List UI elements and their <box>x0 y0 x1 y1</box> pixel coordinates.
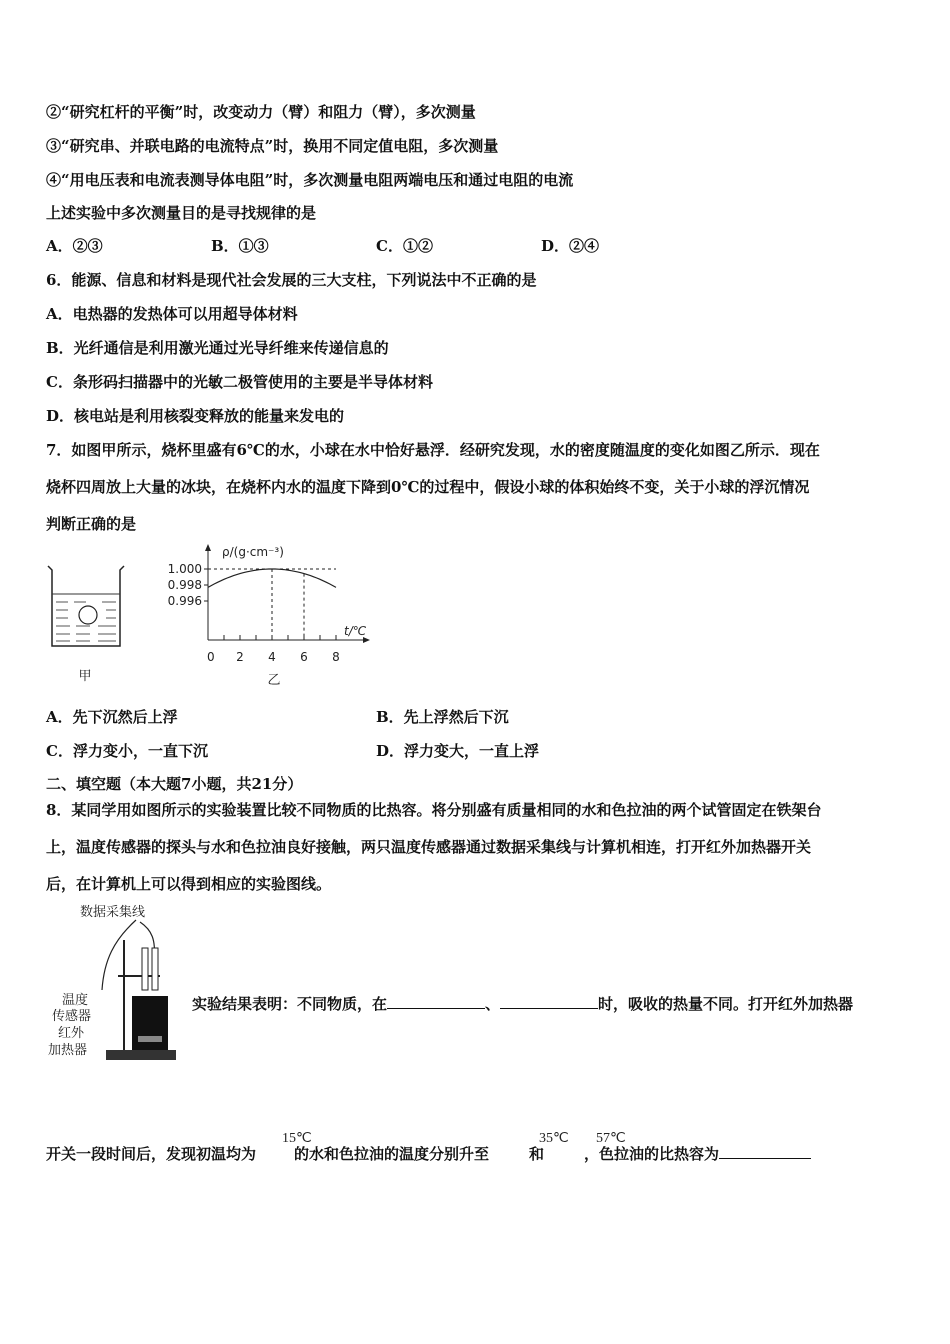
q5-option-d: D．②④ <box>541 237 600 255</box>
fig-jia-label: 甲 <box>78 669 92 684</box>
q8-blank-1[interactable] <box>387 994 485 1009</box>
q8-last-line <box>46 1144 811 1164</box>
x-axis-label: t/℃ <box>344 624 367 638</box>
section-2-heading: 二、填空题（本大题7小题，共21分） <box>46 775 303 793</box>
q6-option-c: C．条形码扫描器中的光敏二极管使用的主要是半导体材料 <box>46 373 433 391</box>
q6-option-a: A．电热器的发热体可以用超导体材料 <box>46 305 298 323</box>
oil-temp-value: 57℃ <box>596 1131 626 1146</box>
q7-option-b: B．先上浮然后下沉 <box>376 708 509 726</box>
x-tick-label: 4 <box>268 650 276 664</box>
q7-stem-line2: 烧杯四周放上大量的冰块，在烧杯内水的温度下降到0℃的过程中，假设小球的体积始终不变，关于小球的浮沉情况 <box>46 478 810 496</box>
q5-option-a: A．②③ <box>46 237 103 255</box>
q5-item-2: ②“研究杠杆的平衡”时，改变动力（臂）和阻力（臂），多次测量 <box>46 103 476 121</box>
x-tick-label: 8 <box>332 650 340 664</box>
test-tube-right <box>152 948 158 990</box>
test-tube-left <box>142 948 148 990</box>
q5-item-4: ④“用电压表和电流表测导体电阻”时，多次测量电阻两端电压和通过电阻的电流 <box>46 171 574 189</box>
q8-stem-line1: 8．某同学用如图所示的实验装置比较不同物质的比热容。将分别盛有质量相同的水和色拉油的两个试管固定在铁架台 <box>46 801 822 819</box>
label-heater-1: 红外 <box>58 1026 85 1041</box>
q6-stem: 6．能源、信息和材料是现代社会发展的三大支柱，下列说法中不正确的是 <box>46 271 537 289</box>
label-data-cable: 数据采集线 <box>80 905 146 920</box>
q8-stem-line2: 上，温度传感器的探头与水和色拉油良好接触，两只温度传感器通过数据采集线与计算机相连，打开红外加热器开关 <box>46 838 812 856</box>
q8-result-suffix: 时，吸收的热量不同。打开红外加热器 <box>598 995 854 1013</box>
q5-item-3: ③“研究串、并联电路的电流特点”时，换用不同定值电阻，多次测量 <box>46 137 499 155</box>
apparatus-figure <box>44 900 194 1075</box>
q8-result-sep: 、 <box>485 995 501 1013</box>
fig-yi-label: 乙 <box>267 673 281 688</box>
q6-option-d: D．核电站是利用核裂变释放的能量来发电的 <box>46 407 345 425</box>
q5-option-c: C．①② <box>376 237 433 255</box>
y-tick-label: 1.000 <box>167 562 202 576</box>
q8-last-part2: 的水和色拉油的温度分别升至 <box>294 1145 490 1163</box>
q5-question: 上述实验中多次测量目的是寻找规律的是 <box>46 204 317 222</box>
label-temp-1: 温度 <box>62 993 89 1008</box>
x-tick-label: 6 <box>300 650 308 664</box>
stand-base <box>106 1050 176 1060</box>
q8-blank-3[interactable] <box>719 1144 811 1159</box>
ball <box>79 606 97 624</box>
y-tick-label: 0.996 <box>167 594 202 608</box>
water-temp-value: 35℃ <box>539 1131 569 1146</box>
q8-result-line <box>192 994 853 1014</box>
label-temp-2: 传感器 <box>52 1009 92 1024</box>
q8-blank-2[interactable] <box>500 994 598 1009</box>
q7-option-c: C．浮力变小，一直下沉 <box>46 742 208 760</box>
x-ticks <box>224 635 340 664</box>
q7-stem-line3: 判断正确的是 <box>46 515 137 533</box>
q7-option-a: A．先下沉然后上浮 <box>46 708 178 726</box>
initial-temp-value: 15℃ <box>282 1131 312 1146</box>
x-origin-label: 0 <box>207 650 215 664</box>
q6-option-b: B．光纤通信是利用激光通过光导纤维来传递信息的 <box>46 339 389 357</box>
q5-option-b: B．①③ <box>211 237 269 255</box>
q7-option-d: D．浮力变大，一直上浮 <box>376 742 540 760</box>
x-tick-label: 2 <box>236 650 244 664</box>
q8-stem-line3: 后，在计算机上可以得到相应的实验图线。 <box>46 875 332 893</box>
heater-panel <box>138 1036 162 1042</box>
label-heater-2: 加热器 <box>48 1043 88 1058</box>
q7-stem-line1: 7．如图甲所示，烧杯里盛有6℃的水，小球在水中恰好悬浮．经研究发现，水的密度随温度的变化如图乙所示．现在 <box>46 441 820 459</box>
q8-last-part3: ，色拉油的比热容为 <box>584 1145 720 1163</box>
y-axis-arrow <box>205 544 211 551</box>
y-tick-label: 0.998 <box>167 578 202 592</box>
density-chart <box>160 540 380 690</box>
q8-last-part1: 开关一段时间后，发现初温均为 <box>46 1145 257 1163</box>
q8-result-prefix: 实验结果表明：不同物质，在 <box>192 995 388 1013</box>
y-axis-label: ρ/(g·cm⁻³) <box>222 545 284 559</box>
data-cable-left <box>102 920 136 990</box>
beaker-figure <box>40 558 140 688</box>
q8-last-and: 和 <box>529 1145 545 1163</box>
y-ticks <box>168 562 208 608</box>
